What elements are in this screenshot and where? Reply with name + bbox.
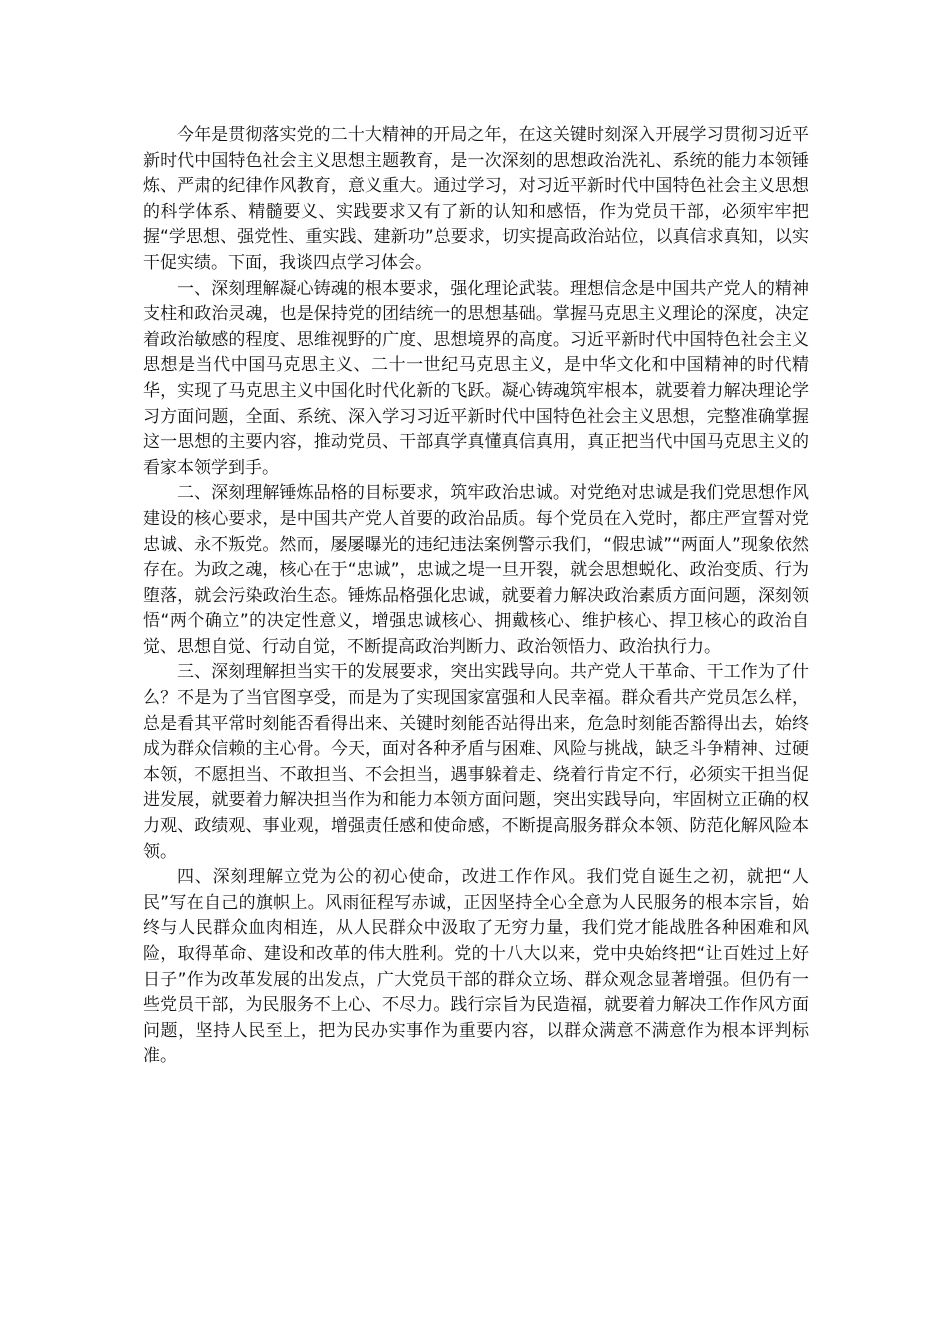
paragraph-section-1: 一、深刻理解凝心铸魂的根本要求，强化理论武装。理想信念是中国共产党人的精神支柱和政治灵魂，也是保持党的团结统一的思想基础。掌握马克思主义理论的深度，决定着政治敏感的程度、思维视野的广度、思想境界的高度。习近平新时代中国特色社会主义思想是当代中国马克思主义、二十一世纪马克思主义，是中华文化和中国精神的时代精华，实现了马克思主义中国化时代化新的飞跃。凝心铸魂筑牢根本，就要着力解决理论学习方面问题，全面、系统、深入学习习近平新时代中国特色社会主义思想，完整准确掌握这一思想的主要内容，推动党员、干部真学真懂真信真用，真正把当代中国马克思主义的看家本领学到手。 xyxy=(143,278,809,478)
paragraph-section-3: 三、深刻理解担当实干的发展要求，突出实践导向。共产党人干革命、干工作为了什么？不是为了当官图享受，而是为了实现国家富强和人民幸福。群众看共产党员怎么样，总是看其平常时刻能否看得出来、关键时刻能否站得出来，危急时刻能否豁得出去，始终成为群众信赖的主心骨。今天，面对各种矛盾与困难、风险与挑战，缺乏斗争精神、过硬本领，不愿担当、不敢担当、不会担当，遇事躲着走、绕着行肯定不行，必须实干担当促进发展，就要着力解决担当作为和能力本领方面问题，突出实践导向，牢固树立正确的权力观、政绩观、事业观，增强责任感和使命感，不断提高服务群众本领、防范化解风险本领。 xyxy=(143,662,809,862)
paragraph-section-2: 二、深刻理解锤炼品格的目标要求，筑牢政治忠诚。对党绝对忠诚是我们党思想作风建设的核心要求，是中国共产党人首要的政治品质。每个党员在入党时，都庄严宣誓对党忠诚、永不叛党。然而，屡屡曝光的违纪违法案例警示我们，“假忠诚”“两面人”现象依然存在。为政之魂，核心在于“忠诚”，忠诚之堤一旦开裂，就会思想蜕化、政治变质、行为堕落，就会污染政治生态。锤炼品格强化忠诚，就要着力解决政治素质方面问题，深刻领悟“两个确立”的决定性意义，增强忠诚核心、拥戴核心、维护核心、捍卫核心的政治自觉、思想自觉、行动自觉，不断提高政治判断力、政治领悟力、政治执行力。 xyxy=(143,483,809,657)
paragraph-section-4: 四、深刻理解立党为公的初心使命，改进工作作风。我们党自诞生之初，就把“人民”写在自己的旗帜上。风雨征程写赤诚，正因坚持全心全意为人民服务的根本宗旨，始终与人民群众血肉相连，从人民群众中汲取了无穷力量，我们党才能战胜各种困难和风险，取得革命、建设和改革的伟大胜利。党的十八大以来，党中央始终把“让百姓过上好日子”作为改革发展的出发点，广大党员干部的群众立场、群众观念显著增强。但仍有一些党员干部，为民服务不上心、不尽力。践行宗旨为民造福，就要着力解决工作作风方面问题，坚持人民至上，把为民办实事作为重要内容，以群众满意不满意作为根本评判标准。 xyxy=(143,867,809,1067)
document-body xyxy=(143,123,809,1070)
paragraph-intro: 今年是贯彻落实党的二十大精神的开局之年，在这关键时刻深入开展学习贯彻习近平新时代中国特色社会主义思想主题教育，是一次深刻的思想政治洗礼、系统的能力本领锤炼、严肃的纪律作风教育，意义重大。通过学习，对习近平新时代中国特色社会主义思想的科学体系、精髓要义、实践要求又有了新的认知和感悟，作为党员干部，必须牢牢把握“学思想、强党性、重实践、建新功”总要求，切实提高政治站位，以真信求真知，以实干促实绩。下面，我谈四点学习体会。 xyxy=(143,125,809,273)
